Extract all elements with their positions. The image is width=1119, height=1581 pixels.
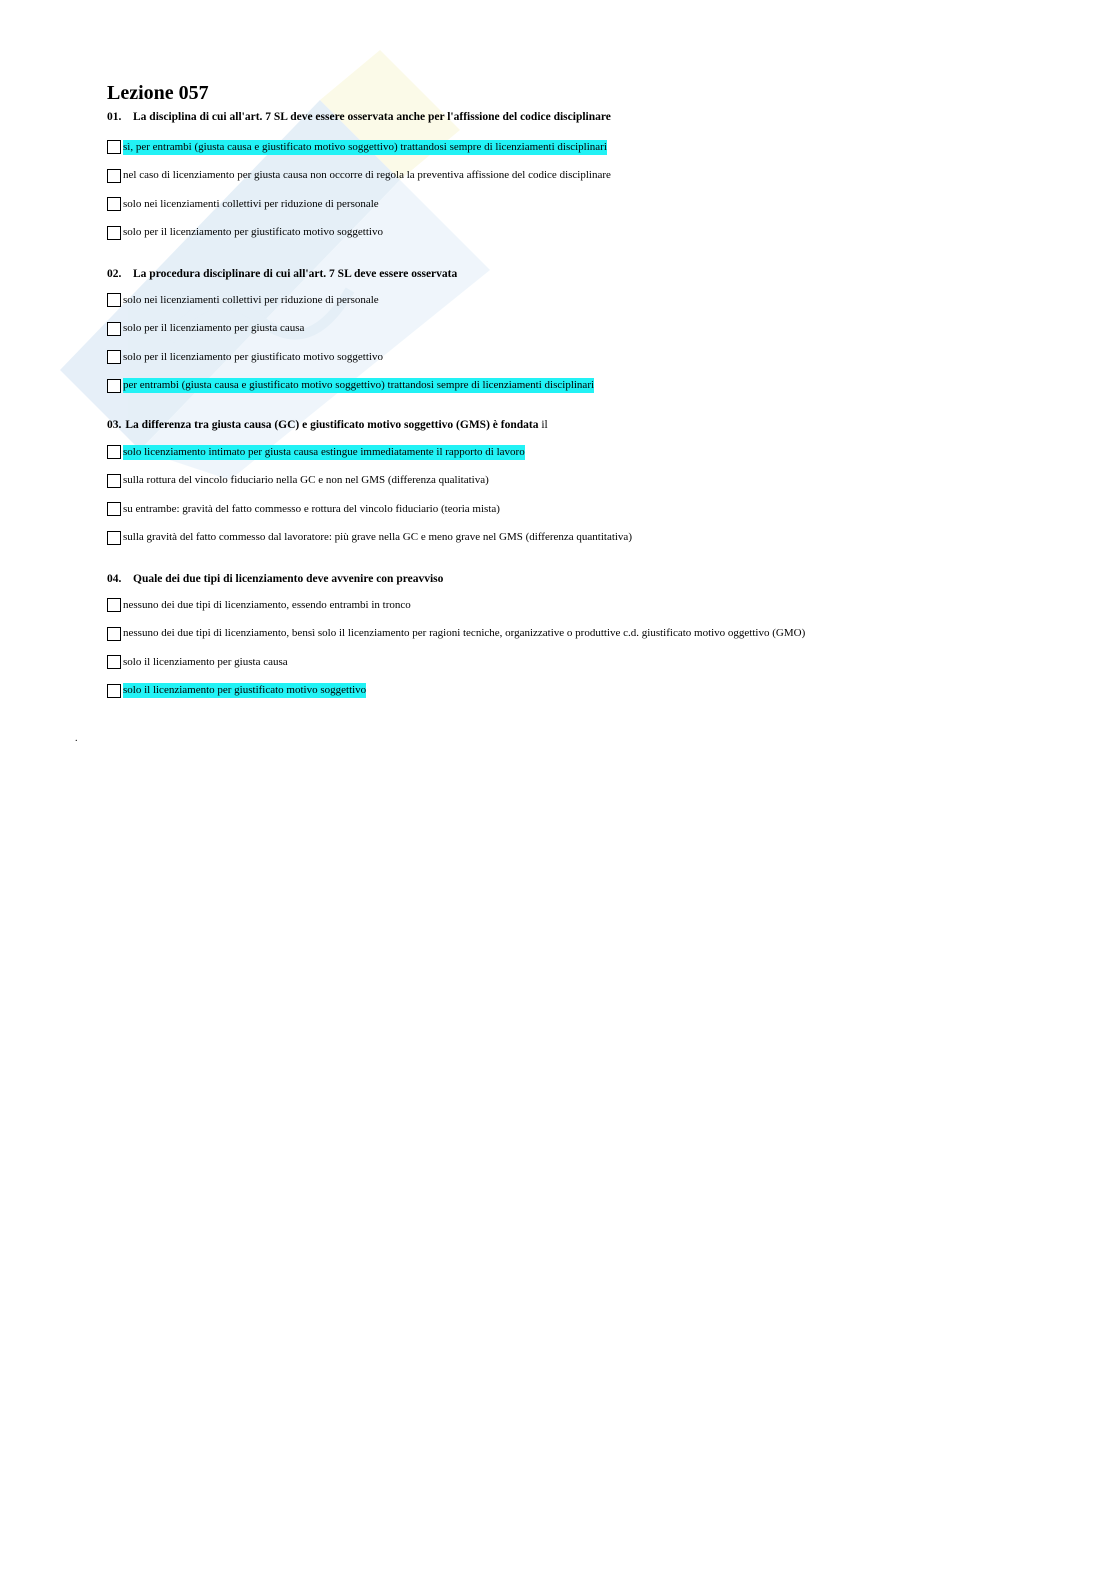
checkbox[interactable]	[107, 293, 121, 307]
answer-text: sulla gravità del fatto commesso dal lavoratore: più grave nella GC e meno grave nel GMS (differenza quantitativa)	[123, 531, 632, 544]
answer-text: sì, per entrambi (giusta causa e giustificato motivo soggettivo) trattandosi sempre di licenziamenti disciplinari	[123, 140, 607, 153]
answer-text: su entrambe: gravità del fatto commesso e rottura del vincolo fiduciario (teoria mista)	[123, 502, 500, 515]
answer-text: solo il licenziamento per giustificato motivo soggettivo	[123, 684, 367, 697]
answer-text: nel caso di licenziamento per giusta causa non occorre di regola la preventiva affissione del codice disciplinare	[123, 169, 611, 182]
answer-option[interactable]	[107, 648, 1067, 677]
answer-option[interactable]	[107, 315, 1067, 344]
stray-mark: .	[75, 733, 78, 744]
checkbox[interactable]	[107, 140, 121, 154]
checkbox[interactable]	[107, 379, 121, 393]
answer-text: solo nei licenziamenti collettivi per riduzione di personale	[123, 197, 379, 210]
answer-option[interactable]	[107, 133, 1067, 162]
question-number: 01.	[107, 111, 122, 123]
checkbox[interactable]	[107, 502, 121, 516]
question-label: La disciplina di cui all'art. 7 SL deve essere osservata anche per l'affissione del codice disciplinare	[133, 111, 611, 123]
answer-option[interactable]	[107, 495, 1067, 524]
answer-option[interactable]	[107, 677, 1067, 706]
answer-option[interactable]	[107, 467, 1067, 496]
answer-text: solo il licenziamento per giusta causa	[123, 655, 288, 668]
question-4	[107, 572, 1067, 705]
question-text	[107, 418, 1067, 432]
answer-text: solo per il licenziamento per giustificato motivo soggettivo	[123, 226, 383, 239]
question-2	[107, 267, 1067, 400]
answer-text: nessuno dei due tipi di licenziamento, bensì solo il licenziamento per ragioni tecniche, organizzative o produttive c.d. giustificato motivo oggettivo (GMO)	[123, 627, 806, 640]
checkbox[interactable]	[107, 350, 121, 364]
checkbox[interactable]	[107, 598, 121, 612]
checkbox[interactable]	[107, 226, 121, 240]
question-number: 04.	[107, 573, 122, 585]
question-1	[107, 110, 1067, 247]
answer-option[interactable]	[107, 190, 1067, 219]
checkbox[interactable]	[107, 445, 121, 459]
answer-option[interactable]	[107, 286, 1067, 315]
checkbox[interactable]	[107, 655, 121, 669]
question-tail: il	[538, 419, 548, 431]
checkbox[interactable]	[107, 474, 121, 488]
question-label: La procedura disciplinare di cui all'art. 7 SL deve essere osservata	[133, 268, 458, 280]
question-text	[107, 572, 1067, 586]
question-label: Quale dei due tipi di licenziamento deve avvenire con preavviso	[133, 573, 444, 585]
question-3	[107, 418, 1067, 552]
lesson-title: Lezione 057	[107, 82, 209, 104]
answer-option[interactable]	[107, 438, 1067, 467]
question-number: 02.	[107, 268, 122, 280]
checkbox[interactable]	[107, 322, 121, 336]
answer-text: sulla rottura del vincolo fiduciario nella GC e non nel GMS (differenza qualitativa)	[123, 474, 489, 487]
answer-text: solo licenziamento intimato per giusta causa estingue immediatamente il rapporto di lavoro	[123, 445, 525, 458]
question-text	[107, 110, 1067, 124]
answer-option[interactable]	[107, 620, 1067, 649]
checkbox[interactable]	[107, 684, 121, 698]
answer-option[interactable]	[107, 524, 1067, 553]
answer-option[interactable]	[107, 343, 1067, 372]
document-body	[107, 80, 1067, 705]
answer-option[interactable]	[107, 219, 1067, 248]
answer-option[interactable]	[107, 162, 1067, 191]
answer-option[interactable]	[107, 591, 1067, 620]
answer-text: solo per il licenziamento per giusta causa	[123, 322, 305, 335]
answer-text: nessuno dei due tipi di licenziamento, essendo entrambi in tronco	[123, 598, 411, 611]
checkbox[interactable]	[107, 627, 121, 641]
checkbox[interactable]	[107, 197, 121, 211]
question-number: 03.	[107, 419, 122, 431]
question-label: La differenza tra giusta causa (GC) e giustificato motivo soggettivo (GMS) è fondata	[125, 419, 539, 431]
question-text	[107, 267, 1067, 281]
answer-text: per entrambi (giusta causa e giustificato motivo soggettivo) trattandosi sempre di licenziamenti disciplinari	[123, 379, 595, 392]
answer-text: solo nei licenziamenti collettivi per riduzione di personale	[123, 293, 379, 306]
checkbox[interactable]	[107, 169, 121, 183]
checkbox[interactable]	[107, 531, 121, 545]
answer-option[interactable]	[107, 372, 1067, 401]
answer-text: solo per il licenziamento per giustificato motivo soggettivo	[123, 350, 383, 363]
